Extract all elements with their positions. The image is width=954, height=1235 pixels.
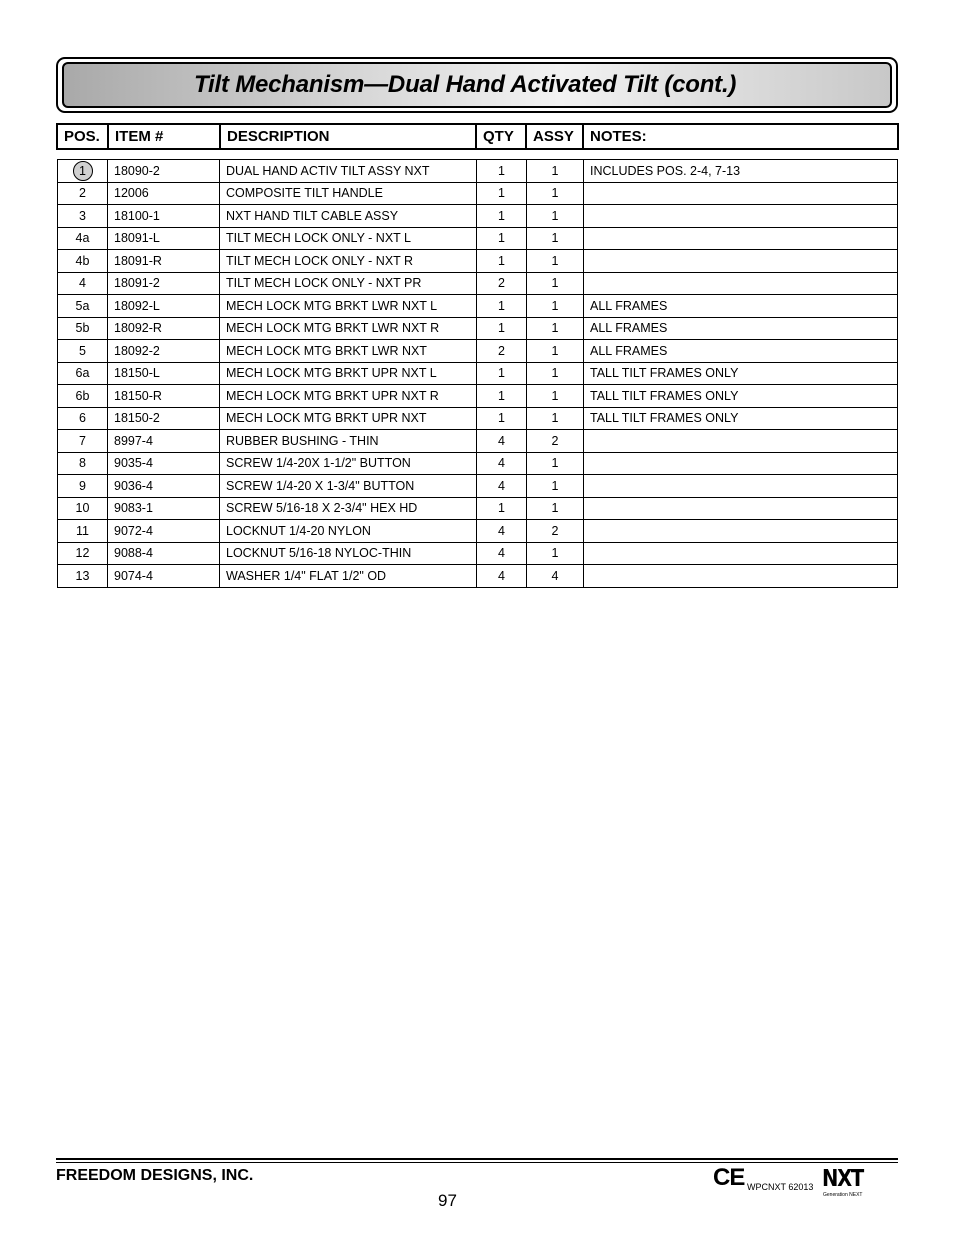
cell-notes: ALL FRAMES (584, 340, 898, 363)
cell-item: 18090-2 (108, 160, 220, 183)
nxt-logo: NXT (822, 1166, 863, 1192)
footer-rule (56, 1158, 898, 1160)
cell-pos: 5 (58, 340, 108, 363)
cell-notes (584, 452, 898, 475)
cell-description: SCREW 5/16-18 X 2-3/4" HEX HD (220, 497, 477, 520)
cell-qty: 1 (477, 407, 527, 430)
cell-notes: INCLUDES POS. 2-4, 7-13 (584, 160, 898, 183)
cell-item: 9088-4 (108, 542, 220, 565)
cell-pos: 9 (58, 475, 108, 498)
cell-item: 9072-4 (108, 520, 220, 543)
page-number: 97 (438, 1191, 457, 1210)
cell-item: 18092-2 (108, 340, 220, 363)
cell-pos: 10 (58, 497, 108, 520)
cell-qty: 2 (477, 272, 527, 295)
cell-description: MECH LOCK MTG BRKT UPR NXT L (220, 362, 477, 385)
cell-description: SCREW 1/4-20X 1-1/2" BUTTON (220, 452, 477, 475)
table-row (58, 227, 898, 250)
table-row (58, 362, 898, 385)
cell-description: COMPOSITE TILT HANDLE (220, 182, 477, 205)
cell-qty: 1 (477, 250, 527, 273)
table-row (58, 205, 898, 228)
cell-pos: 6 (58, 407, 108, 430)
cell-notes: ALL FRAMES (584, 317, 898, 340)
cell-qty: 1 (477, 205, 527, 228)
cell-assy: 1 (527, 205, 584, 228)
cell-assy: 1 (527, 475, 584, 498)
cell-assy: 1 (527, 340, 584, 363)
cell-notes (584, 565, 898, 588)
cell-notes: TALL TILT FRAMES ONLY (584, 407, 898, 430)
page-title: Tilt Mechanism—Dual Hand Activated Tilt (cont.) (194, 71, 737, 98)
cell-qty: 1 (477, 362, 527, 385)
cell-notes (584, 430, 898, 453)
footer-rule-thin (56, 1162, 898, 1163)
cell-pos: 4a (58, 227, 108, 250)
cell-pos: 5a (58, 295, 108, 318)
table-row (58, 520, 898, 543)
table-row (58, 542, 898, 565)
cell-assy: 1 (527, 227, 584, 250)
cell-item: 18091-L (108, 227, 220, 250)
cell-item: 9083-1 (108, 497, 220, 520)
cell-description: MECH LOCK MTG BRKT LWR NXT L (220, 295, 477, 318)
cell-assy: 2 (527, 520, 584, 543)
cell-assy: 1 (527, 542, 584, 565)
header-item: ITEM # (109, 125, 221, 148)
cell-item: 18100-1 (108, 205, 220, 228)
cell-assy: 1 (527, 317, 584, 340)
parts-table (57, 159, 898, 588)
cell-qty: 4 (477, 542, 527, 565)
cell-description: NXT HAND TILT CABLE ASSY (220, 205, 477, 228)
cell-assy: 1 (527, 295, 584, 318)
header-notes: NOTES: (590, 128, 647, 145)
cell-qty: 2 (477, 340, 527, 363)
cell-description: TILT MECH LOCK ONLY - NXT PR (220, 272, 477, 295)
cell-item: 18091-R (108, 250, 220, 273)
cell-description: MECH LOCK MTG BRKT LWR NXT (220, 340, 477, 363)
cell-qty: 1 (477, 385, 527, 408)
table-row (58, 475, 898, 498)
cell-assy: 1 (527, 385, 584, 408)
cell-description: MECH LOCK MTG BRKT UPR NXT (220, 407, 477, 430)
cell-item: 18092-R (108, 317, 220, 340)
cell-description: LOCKNUT 5/16-18 NYLOC-THIN (220, 542, 477, 565)
title-banner (56, 57, 898, 113)
cell-description: MECH LOCK MTG BRKT LWR NXT R (220, 317, 477, 340)
cell-notes (584, 182, 898, 205)
table-row (58, 340, 898, 363)
cell-notes: TALL TILT FRAMES ONLY (584, 362, 898, 385)
cell-notes (584, 250, 898, 273)
cell-qty: 4 (477, 452, 527, 475)
cell-pos: 4b (58, 250, 108, 273)
cell-qty: 1 (477, 227, 527, 250)
table-row (58, 407, 898, 430)
cell-description: SCREW 1/4-20 X 1-3/4" BUTTON (220, 475, 477, 498)
cell-notes (584, 272, 898, 295)
cell-assy: 1 (527, 497, 584, 520)
cell-item: 18150-R (108, 385, 220, 408)
cell-pos: 6b (58, 385, 108, 408)
table-row (58, 317, 898, 340)
table-row (58, 272, 898, 295)
cell-pos: 4 (58, 272, 108, 295)
cell-qty: 1 (477, 497, 527, 520)
cell-item: 12006 (108, 182, 220, 205)
table-row (58, 182, 898, 205)
parts-table-body (58, 160, 898, 588)
nxt-logo-subtext: Generation NEXT (823, 1192, 863, 1198)
cell-pos (58, 160, 108, 183)
cell-description: LOCKNUT 1/4-20 NYLON (220, 520, 477, 543)
table-row (58, 385, 898, 408)
cell-pos: 7 (58, 430, 108, 453)
cell-pos: 3 (58, 205, 108, 228)
cell-item: 9074-4 (108, 565, 220, 588)
cell-notes (584, 497, 898, 520)
cell-item: 8997-4 (108, 430, 220, 453)
cell-pos: 2 (58, 182, 108, 205)
cell-item: 9036-4 (108, 475, 220, 498)
cell-notes (584, 520, 898, 543)
cell-qty: 4 (477, 565, 527, 588)
cell-description: DUAL HAND ACTIV TILT ASSY NXT (220, 160, 477, 183)
table-row (58, 295, 898, 318)
table-row (58, 565, 898, 588)
cell-description: TILT MECH LOCK ONLY - NXT L (220, 227, 477, 250)
cell-qty: 4 (477, 475, 527, 498)
cell-assy: 2 (527, 430, 584, 453)
cell-pos: 5b (58, 317, 108, 340)
cell-pos: 8 (58, 452, 108, 475)
cell-notes (584, 227, 898, 250)
cell-pos: 13 (58, 565, 108, 588)
cell-qty: 1 (477, 317, 527, 340)
cell-notes (584, 475, 898, 498)
cell-qty: 1 (477, 160, 527, 183)
ce-mark-logo: CE (713, 1164, 745, 1191)
cell-description: TILT MECH LOCK ONLY - NXT R (220, 250, 477, 273)
cell-item: 18150-L (108, 362, 220, 385)
parts-table-header (56, 123, 899, 150)
cell-notes: ALL FRAMES (584, 295, 898, 318)
cell-notes: TALL TILT FRAMES ONLY (584, 385, 898, 408)
company-name: FREEDOM DESIGNS, INC. (56, 1167, 254, 1184)
pos-callout-circle: 1 (73, 161, 93, 181)
cell-pos: 11 (58, 520, 108, 543)
cell-pos: 12 (58, 542, 108, 565)
cell-description: RUBBER BUSHING - THIN (220, 430, 477, 453)
cell-qty: 4 (477, 520, 527, 543)
cell-item: 9035-4 (108, 452, 220, 475)
cell-assy: 1 (527, 362, 584, 385)
cell-description: MECH LOCK MTG BRKT UPR NXT R (220, 385, 477, 408)
cell-qty: 4 (477, 430, 527, 453)
table-row (58, 430, 898, 453)
cell-assy: 1 (527, 160, 584, 183)
cell-item: 18092-L (108, 295, 220, 318)
cell-description: WASHER 1/4" FLAT 1/2" OD (220, 565, 477, 588)
cell-assy: 1 (527, 182, 584, 205)
table-row (58, 250, 898, 273)
table-row (58, 160, 898, 183)
header-qty: QTY (477, 125, 527, 148)
cell-qty: 1 (477, 295, 527, 318)
cell-item: 18091-2 (108, 272, 220, 295)
document-number: WPCNXT 62013 (747, 1182, 814, 1192)
table-row (58, 497, 898, 520)
cell-assy: 1 (527, 250, 584, 273)
table-row (58, 452, 898, 475)
cell-notes (584, 205, 898, 228)
header-assy: ASSY (527, 125, 584, 148)
header-pos: POS. (58, 125, 109, 148)
cell-item: 18150-2 (108, 407, 220, 430)
cell-qty: 1 (477, 182, 527, 205)
cell-assy: 1 (527, 407, 584, 430)
cell-pos: 6a (58, 362, 108, 385)
header-description: DESCRIPTION (221, 125, 477, 148)
cell-assy: 1 (527, 272, 584, 295)
cell-notes (584, 542, 898, 565)
cell-assy: 4 (527, 565, 584, 588)
cell-assy: 1 (527, 452, 584, 475)
